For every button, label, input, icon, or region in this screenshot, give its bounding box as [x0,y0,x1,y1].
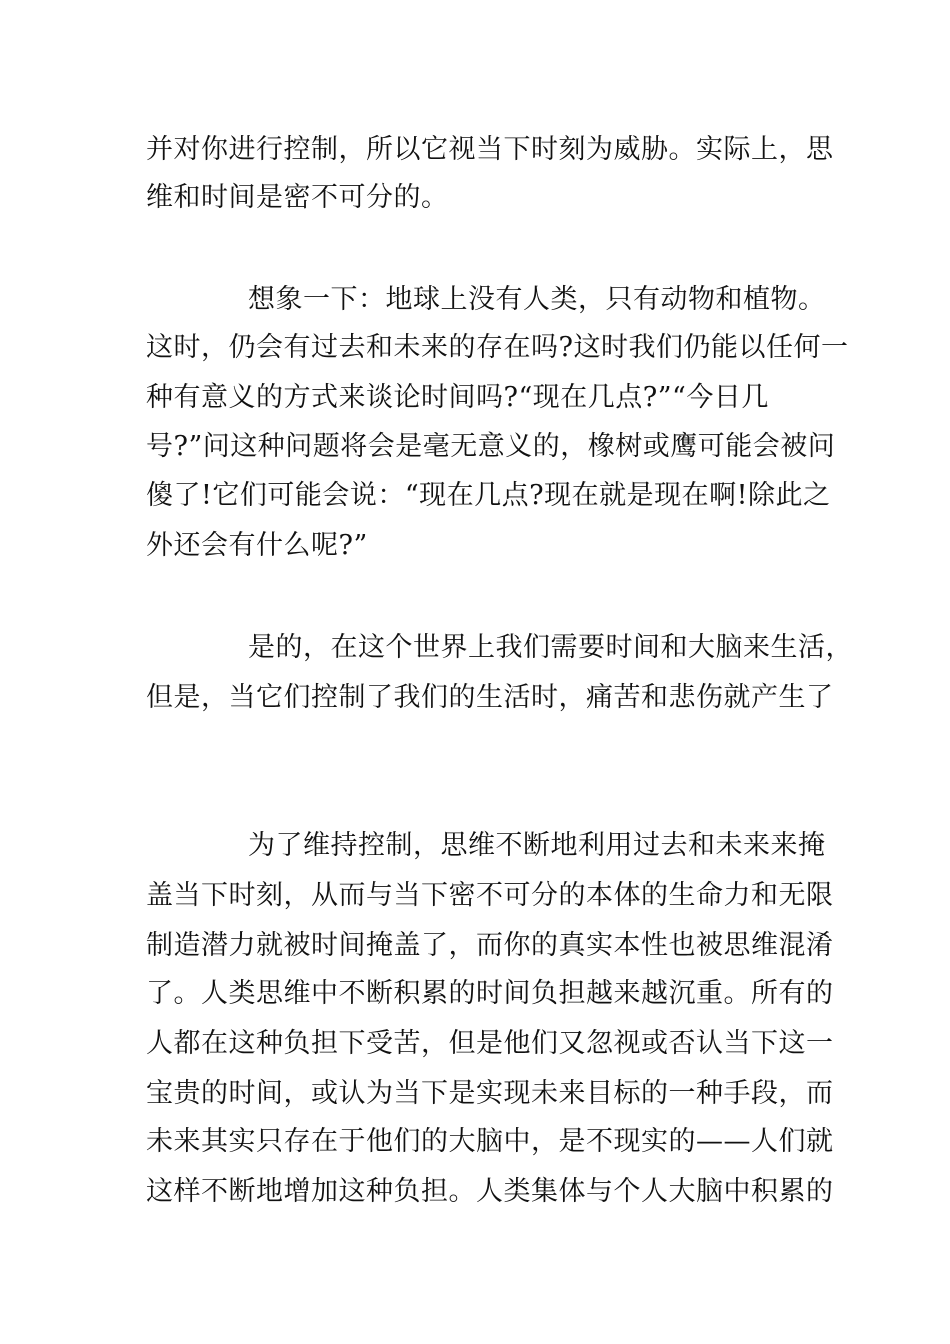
paragraph-2-line-3: 种有意义的方式来谈论时间吗?“现在几点?”“今日几 [146,382,769,413]
paragraph-1-line-2: 维和时间是密不可分的。 [146,182,449,213]
paragraph-4-line-4: 了。人类思维中不断积累的时间负担越来越沉重。所有的 [146,978,834,1009]
paragraph-2-line-6: 外还会有什么呢?” [146,530,368,561]
paragraph-2-line-4: 号?”问这种问题将会是毫无意义的，橡树或鹰可能会被问 [146,431,836,462]
paragraph-2-line-5: 傻了!它们可能会说：“现在几点?现在就是现在啊!除此之 [146,480,831,511]
paragraph-3-line-1: 是的，在这个世界上我们需要时间和大脑来生活， [248,632,853,663]
paragraph-2-line-1: 想象一下：地球上没有人类，只有动物和植物。 [248,284,826,315]
paragraph-4-line-1: 为了维持控制，思维不断地利用过去和未来来掩 [248,830,826,861]
paragraph-2-line-2: 这时，仍会有过去和未来的存在吗?这时我们仍能以任何一 [146,332,849,363]
paragraph-3-line-2: 但是，当它们控制了我们的生活时，痛苦和悲伤就产生了 [146,682,834,713]
paragraph-4-line-5: 人都在这种负担下受苦，但是他们又忽视或否认当下这一 [146,1028,834,1059]
paragraph-4-line-8: 这样不断地增加这种负担。人类集体与个人大脑中积累的 [146,1176,834,1207]
paragraph-4-line-7: 未来其实只存在于他们的大脑中，是不现实的——人们就 [146,1126,834,1157]
paragraph-4-line-3: 制造潜力就被时间掩盖了，而你的真实本性也被思维混淆 [146,930,834,961]
paragraph-4-line-6: 宝贵的时间，或认为当下是实现未来目标的一种手段，而 [146,1078,834,1109]
paragraph-1-line-1: 并对你进行控制，所以它视当下时刻为威胁。实际上，思 [146,134,834,165]
paragraph-4-line-2: 盖当下时刻，从而与当下密不可分的本体的生命力和无限 [146,880,834,911]
